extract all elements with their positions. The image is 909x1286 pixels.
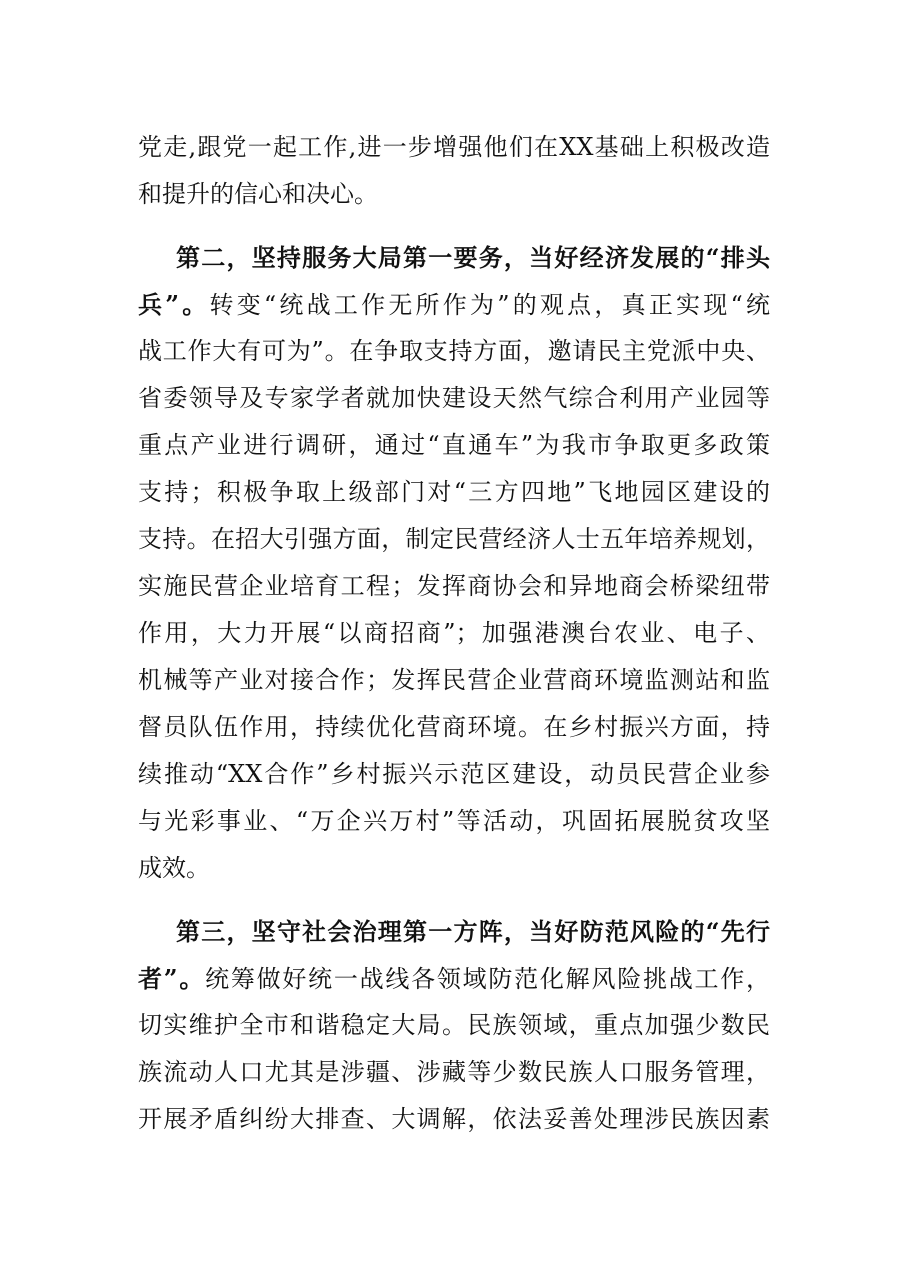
- paragraph-2-line: 续推动“XX合作”乡村振兴示范区建设，动员民营企业参: [138, 760, 770, 788]
- paragraph-gap: [138, 892, 770, 908]
- paragraph-gap: [138, 218, 770, 234]
- paragraph-2-line-2-text: 转变“统战工作无所作为”的观点，真正实现“统: [209, 291, 770, 319]
- paragraph-2-line: 作用，大力开展“以商招商”；加强港澳台农业、电子、: [138, 619, 770, 647]
- paragraph-2-line-last: 成效。: [138, 854, 210, 882]
- paragraph-2-line: 省委领导及专家学者就加快建设天然气综合利用产业园等: [138, 384, 770, 412]
- paragraph-3-heading-end: 者”。: [138, 964, 206, 993]
- paragraph-3-line-2-text: 统筹做好统一战线各领域防范化解风险挑战工作，: [205, 965, 770, 993]
- document-body: [138, 124, 770, 1143]
- paragraph-2-line: 实施民营企业培育工程；发挥商协会和异地商会桥梁纽带: [138, 572, 770, 600]
- paragraph-2-line: 支持；积极争取上级部门对“三方四地”飞地园区建设的: [138, 478, 770, 506]
- paragraph-3-line-2: [138, 955, 770, 1002]
- paragraph-2-line: 机械等产业对接合作；发挥民营企业营商环境监测站和监: [138, 666, 770, 694]
- paragraph-2-heading-line-1: 第二，坚持服务大局第一要务，当好经济发展的“排头: [176, 243, 770, 272]
- paragraph-2-line: 与光彩事业、“万企兴万村”等活动，巩固拓展脱贫攻坚: [138, 807, 770, 835]
- paragraph-2-line-2: [138, 281, 770, 328]
- paragraph-3-line: 族流动人口尤其是涉疆、涉藏等少数民族人口服务管理，: [138, 1058, 770, 1086]
- paragraph-2-line: 战工作大有可为”。在争取支持方面，邀请民主党派中央、: [138, 337, 770, 365]
- paragraph-2-heading-end: 兵”。: [138, 290, 210, 319]
- paragraph-3-line: 开展矛盾纠纷大排查、大调解，依法妥善处理涉民族因素: [138, 1105, 770, 1133]
- paragraph-3-line: 切实维护全市和谐稳定大局。民族领域，重点加强少数民: [138, 1011, 770, 1039]
- paragraph-1-line-2: 和提升的信心和决心。: [138, 180, 378, 208]
- paragraph-2-line: 重点产业进行调研，通过“直通车”为我市争取更多政策: [138, 431, 770, 459]
- paragraph-2-line: 督员队伍作用，持续优化营商环境。在乡村振兴方面，持: [138, 713, 770, 741]
- paragraph-1-line-1: 党走,跟党一起工作,进一步增强他们在XX基础上积极改造: [138, 133, 770, 161]
- paragraph-3-heading-line-1: 第三，坚守社会治理第一方阵，当好防范风险的“先行: [176, 917, 770, 946]
- paragraph-2-line: 支持。在招大引强方面，制定民营经济人士五年培养规划，: [138, 525, 770, 553]
